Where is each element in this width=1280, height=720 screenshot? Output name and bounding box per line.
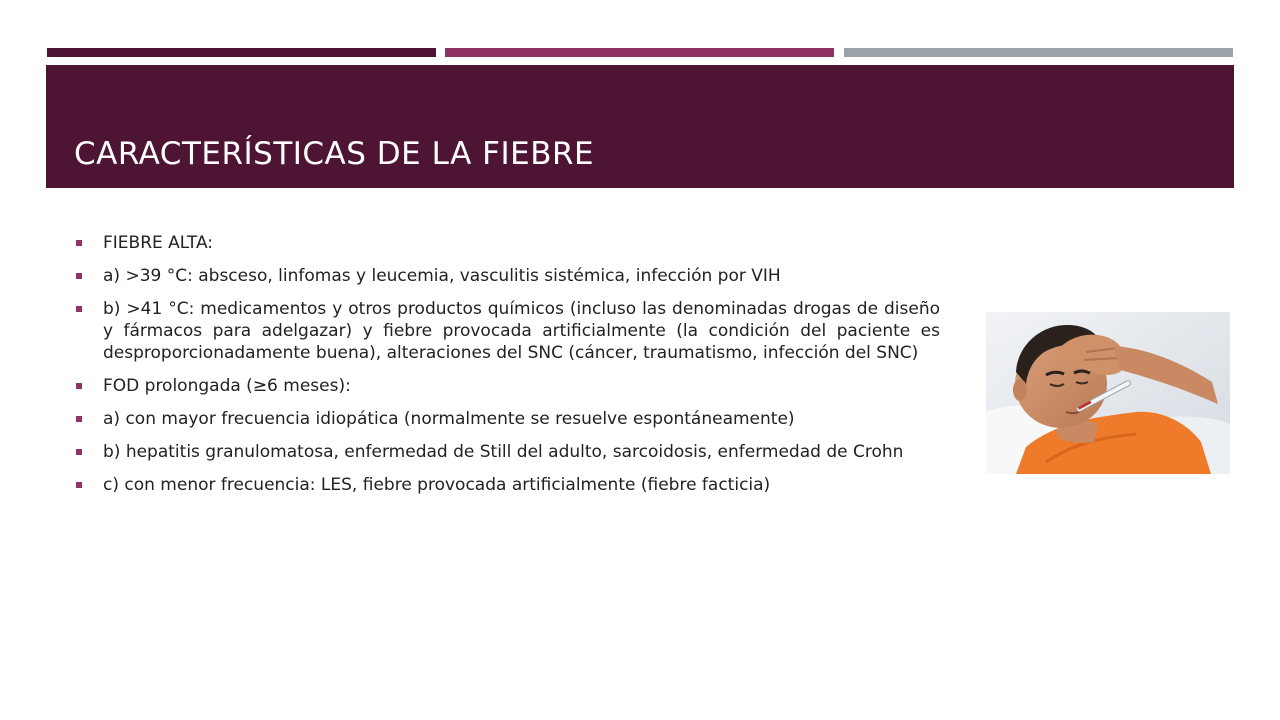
list-item	[76, 232, 940, 254]
list-item	[76, 408, 940, 430]
list-item	[76, 441, 940, 463]
list-item-text: b) hepatitis granulomatosa, enfermedad de Still del adulto, sarcoidosis, enfermedad de Crohn	[103, 442, 904, 462]
accent-bar-magenta	[445, 48, 834, 57]
bullet-icon	[76, 383, 82, 389]
list-item	[76, 265, 940, 287]
accent-bar-gray	[844, 48, 1233, 57]
slide-title: CARACTERÍSTICAS DE LA FIEBRE	[74, 136, 595, 172]
list-item	[76, 375, 940, 397]
fever-patient-illustration	[986, 312, 1230, 474]
bullet-list	[76, 232, 940, 507]
list-item	[76, 298, 940, 364]
bullet-icon	[76, 306, 82, 312]
list-item-text: FIEBRE ALTA:	[103, 233, 214, 253]
bullet-icon	[76, 449, 82, 455]
list-item-text: FOD prolongada (≥6 meses):	[103, 376, 351, 396]
list-item-text: c) con menor frecuencia: LES, fiebre provocada artificialmente (fiebre facticia)	[103, 475, 771, 495]
fever-patient-photo	[986, 312, 1230, 474]
list-item-text: a) con mayor frecuencia idiopática (normalmente se resuelve espontáneamente)	[103, 409, 795, 429]
bullet-icon	[76, 240, 82, 246]
title-band	[46, 65, 1234, 188]
list-item	[76, 474, 940, 496]
list-item-text: b) >41 °C: medicamentos y otros productos químicos (incluso las denominadas drogas de diseño y fármacos para adelgazar) y fiebre provocada artificialmente (la condición del paciente es desproporcionadamente buena), alteraciones del SNC (cáncer, traumatismo, infección del SNC)	[103, 299, 940, 363]
bullet-icon	[76, 482, 82, 488]
accent-bar-dark	[47, 48, 436, 57]
bullet-icon	[76, 273, 82, 279]
bullet-icon	[76, 416, 82, 422]
list-item-text: a) >39 °C: absceso, linfomas y leucemia, vasculitis sistémica, infección por VIH	[103, 266, 781, 286]
